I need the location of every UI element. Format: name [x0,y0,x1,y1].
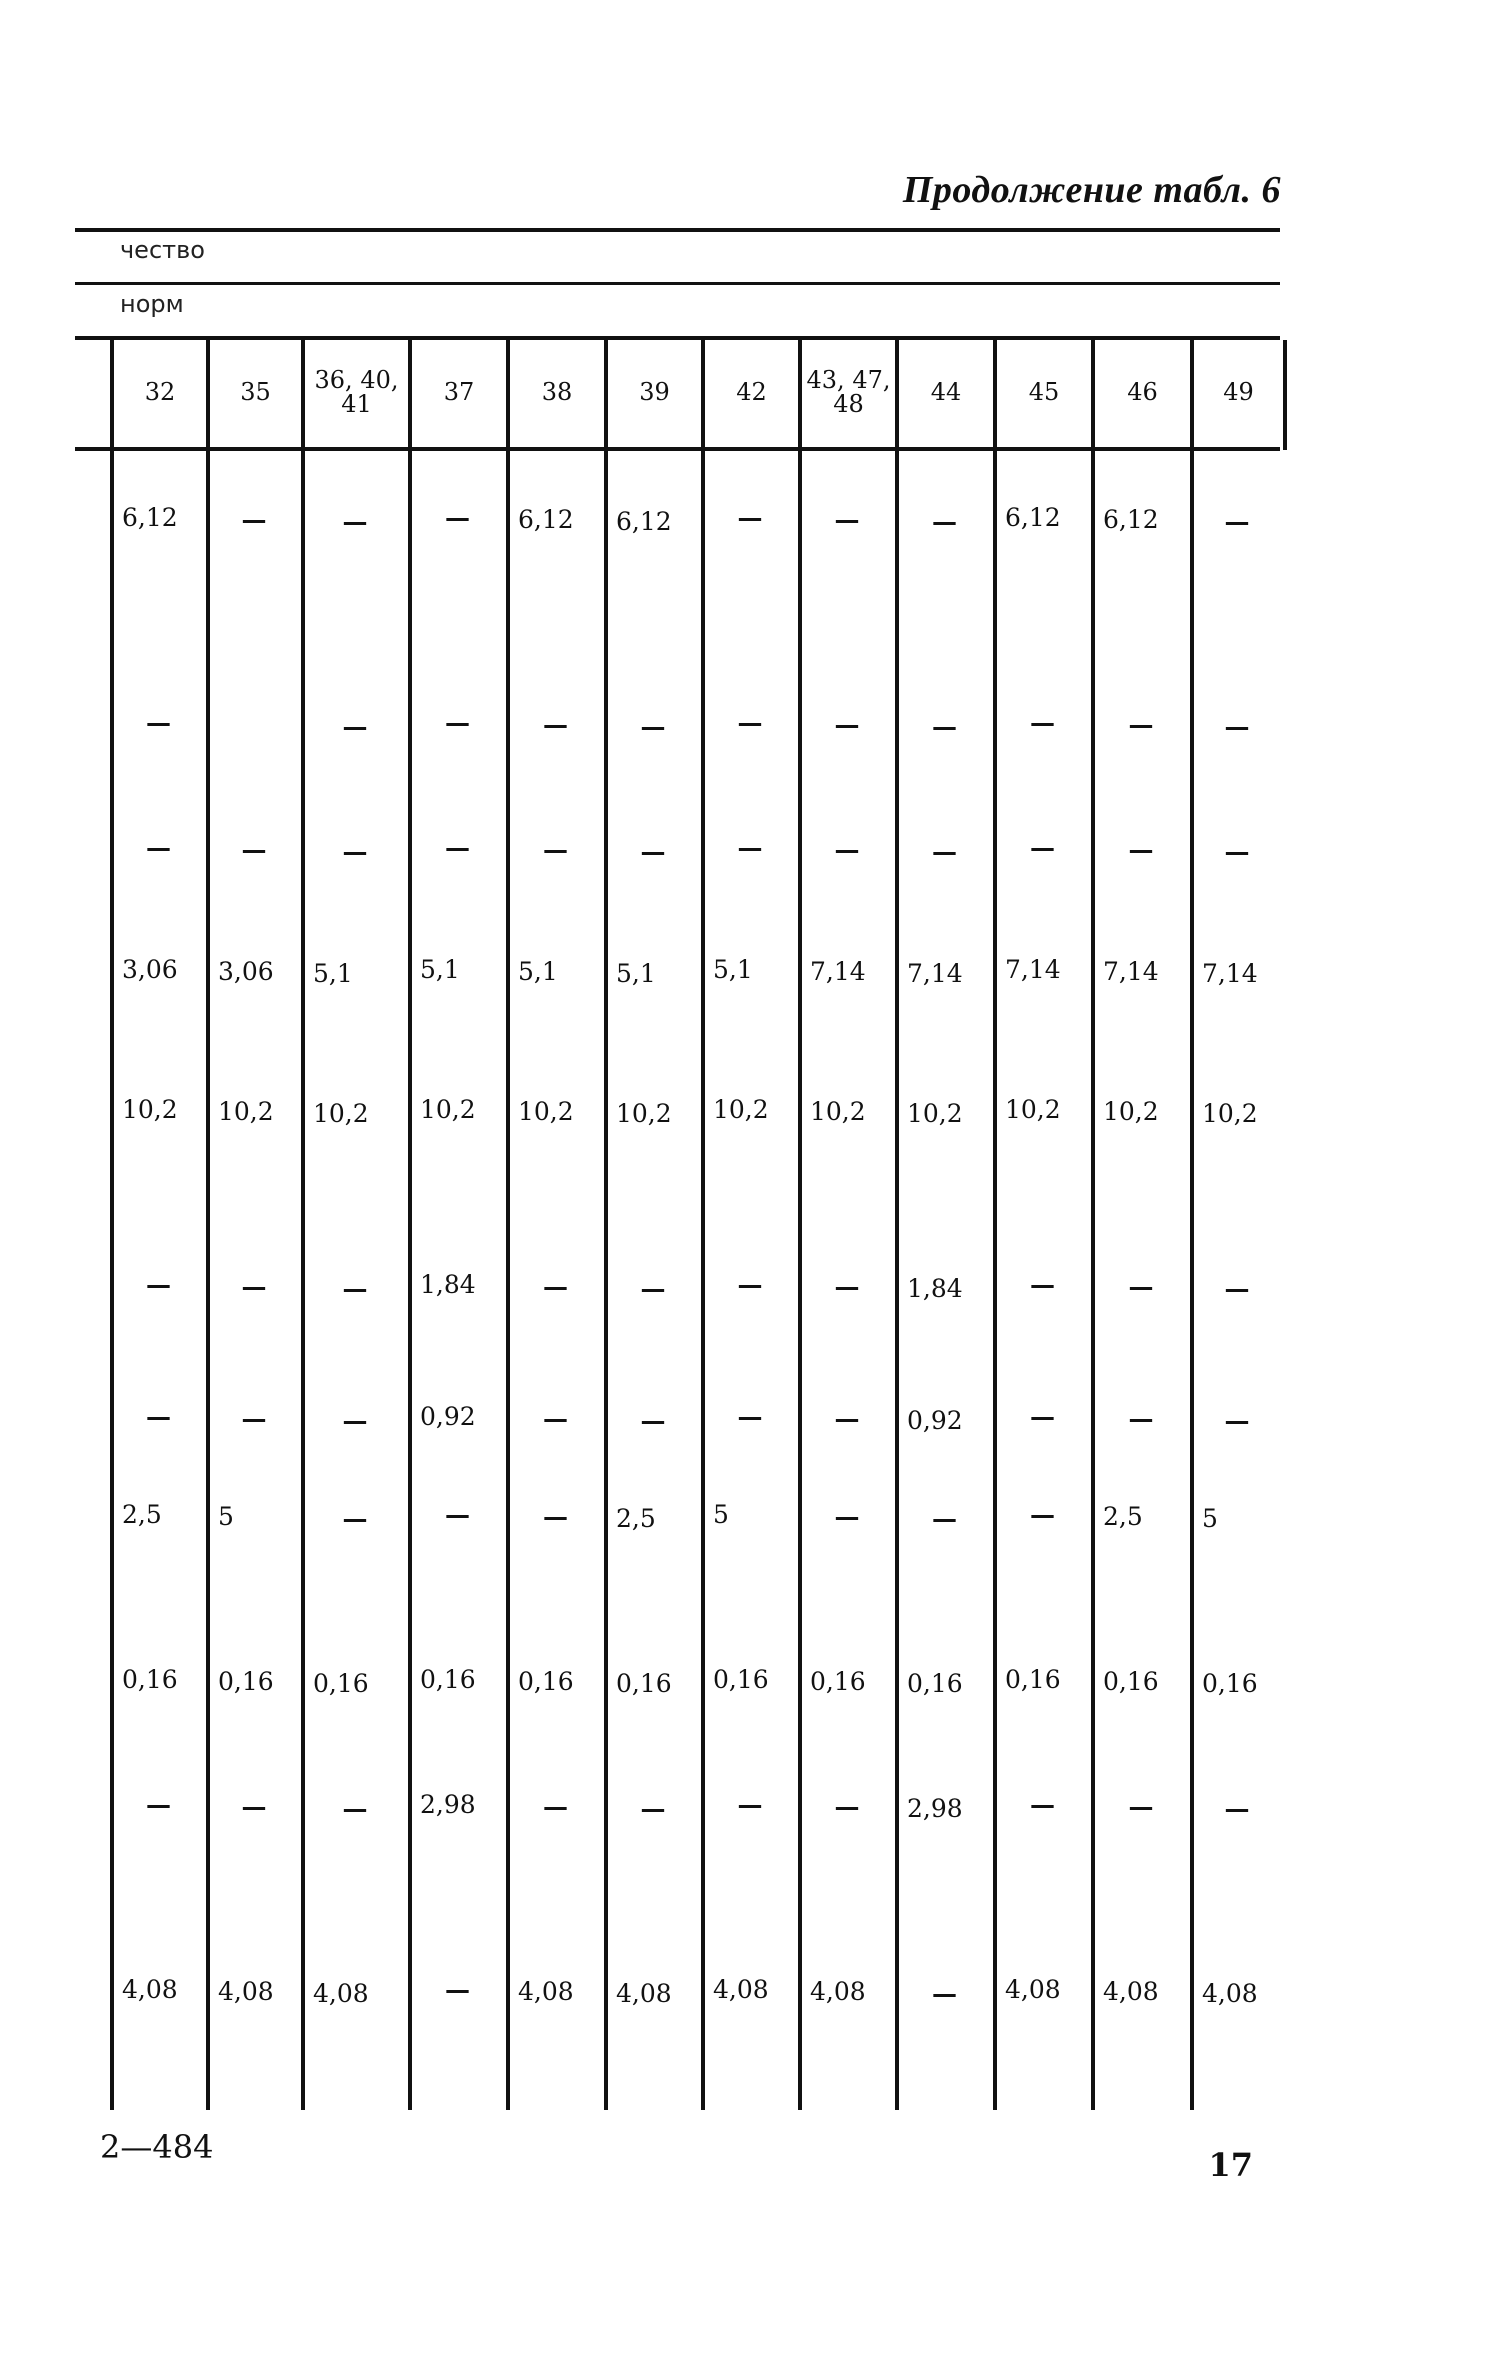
table-cell: — [1224,1274,1250,1303]
column-header: 35 [240,378,271,406]
table-cell: 5,1 [713,955,753,984]
table-cell: 5,1 [616,959,656,988]
table-cell: 10,2 [616,1099,672,1128]
table-cell: — [1030,708,1055,737]
table-cell: 4,08 [1202,1979,1258,2008]
table-cell: 5 [713,1500,729,1529]
table-cell: — [146,1402,171,1431]
table-cell: 0,16 [420,1665,476,1694]
table-cell: — [737,833,763,862]
column-divider [301,340,305,2110]
table-cell: — [445,708,470,737]
table-cell: — [1030,833,1055,862]
table-caption: Продолжение табл. 6 [902,169,1281,211]
table-cell: — [1128,1272,1154,1301]
table-cell: 0,16 [810,1667,866,1696]
column-divider [993,340,997,2110]
table-cell: 0,16 [122,1665,178,1694]
table-cell: — [1224,1794,1250,1823]
table-cell: — [932,1504,957,1533]
table-cell: 4,08 [218,1977,274,2006]
column-header: 49 [1223,378,1254,406]
table-cell: 5,1 [313,959,353,988]
table-cell: — [445,1975,470,2004]
header-rule-1 [75,282,1280,285]
table-cell: 4,08 [518,1977,574,2006]
table-cell: — [834,1272,860,1301]
table-cell: 2,5 [122,1500,162,1529]
table-cell: 4,08 [122,1975,178,2004]
table-cell: 0,16 [616,1669,672,1698]
column-divider [206,340,210,2110]
table-cell: 10,2 [218,1097,274,1126]
column-header: 38 [541,378,573,406]
table-cell: 10,2 [810,1097,866,1126]
table-cell: 0,16 [313,1669,369,1698]
table-cell: — [1224,507,1250,536]
table-cell: 1,84 [907,1274,963,1303]
table-cell: — [241,1272,267,1301]
column-header: 46 [1127,378,1158,406]
top-rule [75,228,1280,232]
page-signature: 2—484 [100,2128,214,2166]
table-cell: 7,14 [1005,955,1061,984]
column-divider [604,340,608,2110]
table-cell: — [1224,837,1250,866]
table-cell: — [1224,712,1250,741]
table-cell: — [146,1270,171,1299]
table-cell: — [342,507,368,536]
table-cell: — [1030,1270,1055,1299]
table-cell: 2,5 [616,1504,656,1533]
table-cell: 0,16 [218,1667,274,1696]
table-cell: — [445,503,470,532]
table-cell: 10,2 [907,1099,963,1128]
table-cell: — [932,712,957,741]
column-header: 44 [930,378,962,406]
table-cell: 0,16 [907,1669,963,1698]
table-cell: — [834,835,860,864]
header-row-1: чество [120,236,205,264]
table-cell: — [146,708,171,737]
column-divider [798,340,802,2110]
table-cell: 4,08 [616,1979,672,2008]
table-cell: 3,06 [122,955,178,984]
table-cell: — [932,837,957,866]
table-cell: — [1030,1500,1055,1529]
table-cell: — [834,1502,860,1531]
table-cell: — [737,1790,763,1819]
table-cell: 2,98 [420,1790,476,1819]
table-cell: 10,2 [518,1097,574,1126]
table-cell: 0,16 [1005,1665,1061,1694]
table-cell: 10,2 [1103,1097,1159,1126]
table-cell: — [834,1792,860,1821]
table-cell: — [737,1402,763,1431]
table-cell: 7,14 [1202,959,1258,988]
table-cell: — [1224,1406,1250,1435]
column-header: 42 [736,378,767,406]
table-cell: — [543,1404,568,1433]
table-cell: — [445,1500,470,1529]
table-cell: 2,5 [1103,1502,1143,1531]
table-cell: — [834,505,860,534]
table-cell: — [834,1404,860,1433]
table-cell: — [640,837,666,866]
table-cell: 7,14 [907,959,963,988]
table-cell: 4,08 [313,1979,369,2008]
column-header-rule [75,447,1280,451]
table-cell: — [241,1404,267,1433]
column-header: 45 [1028,378,1060,406]
table-cell: 10,2 [122,1095,178,1124]
column-divider [110,340,114,2110]
table-cell: 0,16 [713,1665,769,1694]
table-cell: — [1030,1402,1055,1431]
table-cell: 5 [218,1502,234,1531]
table-cell: 0,16 [1103,1667,1159,1696]
table-cell: 4,08 [810,1977,866,2006]
table-cell: — [640,1794,666,1823]
table-cell: — [342,1406,368,1435]
table-cell: 7,14 [1103,957,1159,986]
table-cell: — [1128,835,1154,864]
column-header: 32 [144,378,176,406]
table-cell: — [1128,1792,1154,1821]
column-header: 39 [639,378,670,406]
column-divider [895,340,899,2110]
table-cell: — [932,507,957,536]
table-cell: 5,1 [420,955,460,984]
table-cell: 6,12 [518,505,574,534]
table-cell: — [342,1504,368,1533]
table-cell: — [241,505,267,534]
table-cell: 10,2 [1005,1095,1061,1124]
table-cell: 6,12 [1005,503,1061,532]
table-cell: 7,14 [810,957,866,986]
table-cell: 0,16 [518,1667,574,1696]
table-cell: — [834,710,860,739]
table-cell: — [146,833,171,862]
table-cell: — [342,837,368,866]
table-cell: 10,2 [1202,1099,1258,1128]
table-cell: 4,08 [1103,1977,1159,2006]
column-divider [1283,340,1287,450]
table-cell: — [342,1274,368,1303]
table-cell: 5 [1202,1504,1218,1533]
table-cell: 5,1 [518,957,558,986]
table-cell: 4,08 [1005,1975,1061,2004]
column-divider [701,340,705,2110]
table-cell: — [543,1792,568,1821]
table-cell: — [1128,710,1154,739]
table-cell: — [1128,1404,1154,1433]
table-cell: 10,2 [713,1095,769,1124]
page-number: 17 [1208,2146,1253,2184]
column-header: 36, 40, 41 [314,366,399,418]
table-cell: 6,12 [1103,505,1159,534]
column-divider [506,340,510,2110]
table-cell: — [1030,1790,1055,1819]
header-row-2: норм [120,290,184,318]
table-cell: 10,2 [420,1095,476,1124]
table-cell: 2,98 [907,1794,963,1823]
table-cell: — [146,1790,171,1819]
table-cell: — [737,708,763,737]
table-cell: — [241,1792,267,1821]
table-cell: 3,06 [218,957,274,986]
table-cell: — [640,1274,666,1303]
table-cell: — [342,1794,368,1823]
table-cell: — [640,712,666,741]
column-divider [1091,340,1095,2110]
table-cell: — [737,1270,763,1299]
table-cell: — [543,710,568,739]
table-cell: — [342,712,368,741]
table-cell: 10,2 [313,1099,369,1128]
table-cell: 0,92 [420,1402,476,1431]
table-cell: 1,84 [420,1270,476,1299]
table-cell: — [543,835,568,864]
table-cell: — [543,1272,568,1301]
column-divider [1190,340,1194,2110]
table-cell: — [241,835,267,864]
table-cell: 6,12 [616,507,672,536]
table-cell: — [640,1406,666,1435]
column-header: 37 [443,378,475,406]
table-cell: — [445,833,470,862]
table-cell: — [932,1979,957,2008]
table-cell: 6,12 [122,503,178,532]
table-cell: — [737,503,763,532]
table-cell: 4,08 [713,1975,769,2004]
table-cell: 0,16 [1202,1669,1258,1698]
column-header: 43, 47, 48 [806,366,891,418]
table-cell: 0,92 [907,1406,963,1435]
column-divider [408,340,412,2110]
table-cell: — [543,1502,568,1531]
